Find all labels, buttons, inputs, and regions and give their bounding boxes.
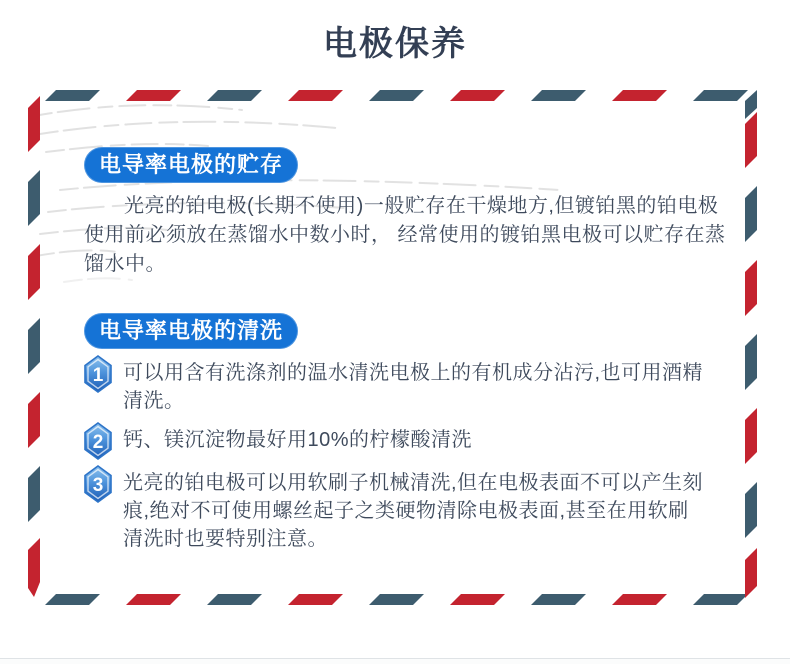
stripe bbox=[745, 482, 757, 538]
footer-strip bbox=[0, 659, 790, 664]
section-heading-storage-label: 电导率电极的贮存 bbox=[99, 152, 284, 177]
stripe bbox=[288, 594, 343, 605]
cleaning-step-1 bbox=[84, 355, 708, 415]
cleaning-step-1-text: 可以用含有洗涤剂的温水清洗电极上的有机成分沾污,也可用酒精清洗。 bbox=[123, 362, 704, 412]
stripe bbox=[126, 594, 181, 605]
stripe bbox=[745, 186, 757, 242]
step-3-number: 3 bbox=[92, 475, 104, 496]
stripe bbox=[288, 90, 343, 101]
cleaning-step-2 bbox=[84, 422, 708, 460]
stripe bbox=[45, 594, 100, 605]
stripe bbox=[612, 90, 667, 101]
stripe bbox=[28, 244, 40, 300]
stripe bbox=[745, 90, 757, 119]
stripe bbox=[28, 318, 40, 374]
stripe bbox=[531, 90, 586, 101]
stripe bbox=[450, 594, 505, 605]
step-3-badge-icon bbox=[84, 465, 112, 503]
stripe bbox=[745, 334, 757, 390]
stripe bbox=[28, 466, 40, 522]
storage-paragraph: 光亮的铂电极(长期不使用)一般贮存在干燥地方,但镀铂黑的铂电极使用前必须放在蒸馏水中数小时， 经常使用的镀铂黑电极可以贮存在蒸馏水中。 bbox=[84, 195, 726, 275]
stripe bbox=[450, 90, 505, 101]
step-1-number: 1 bbox=[92, 365, 104, 386]
page-title: 电极保养 bbox=[323, 25, 467, 63]
section-heading-cleaning bbox=[84, 313, 298, 349]
stripe bbox=[126, 90, 181, 101]
section-heading-storage bbox=[84, 147, 298, 183]
stripe bbox=[531, 594, 586, 605]
step-1-badge-icon bbox=[84, 355, 112, 393]
cleaning-step-3-text: 光亮的铂电极可以用软刷子机械清洗,但在电极表面不可以产生刻痕,绝对不可使用螺丝起子之类硬物清除电极表面,甚至在用软刷清洗时也要特别注意。 bbox=[123, 472, 704, 550]
stripe bbox=[45, 90, 100, 101]
stripe bbox=[207, 594, 262, 605]
stripe bbox=[369, 594, 424, 605]
section-heading-cleaning-label: 电导率电极的清洗 bbox=[99, 318, 284, 343]
stripe bbox=[207, 90, 262, 101]
cleaning-step-3 bbox=[84, 465, 708, 553]
stripe bbox=[28, 96, 40, 152]
stripe bbox=[28, 538, 40, 597]
stripe bbox=[28, 392, 40, 448]
stripe bbox=[693, 90, 748, 101]
stripe bbox=[745, 260, 757, 316]
stripe bbox=[693, 594, 748, 605]
step-2-badge-icon bbox=[84, 422, 112, 460]
stripe bbox=[28, 170, 40, 226]
stripe bbox=[612, 594, 667, 605]
step-2-number: 2 bbox=[92, 432, 104, 453]
stripe bbox=[745, 548, 757, 598]
stripe bbox=[745, 408, 757, 464]
watermark-line bbox=[34, 105, 242, 116]
watermark-line bbox=[40, 122, 336, 134]
stripe bbox=[369, 90, 424, 101]
stripe bbox=[745, 112, 757, 168]
cleaning-step-2-text: 钙、镁沉淀物最好用10%的柠檬酸清洗 bbox=[123, 429, 473, 451]
